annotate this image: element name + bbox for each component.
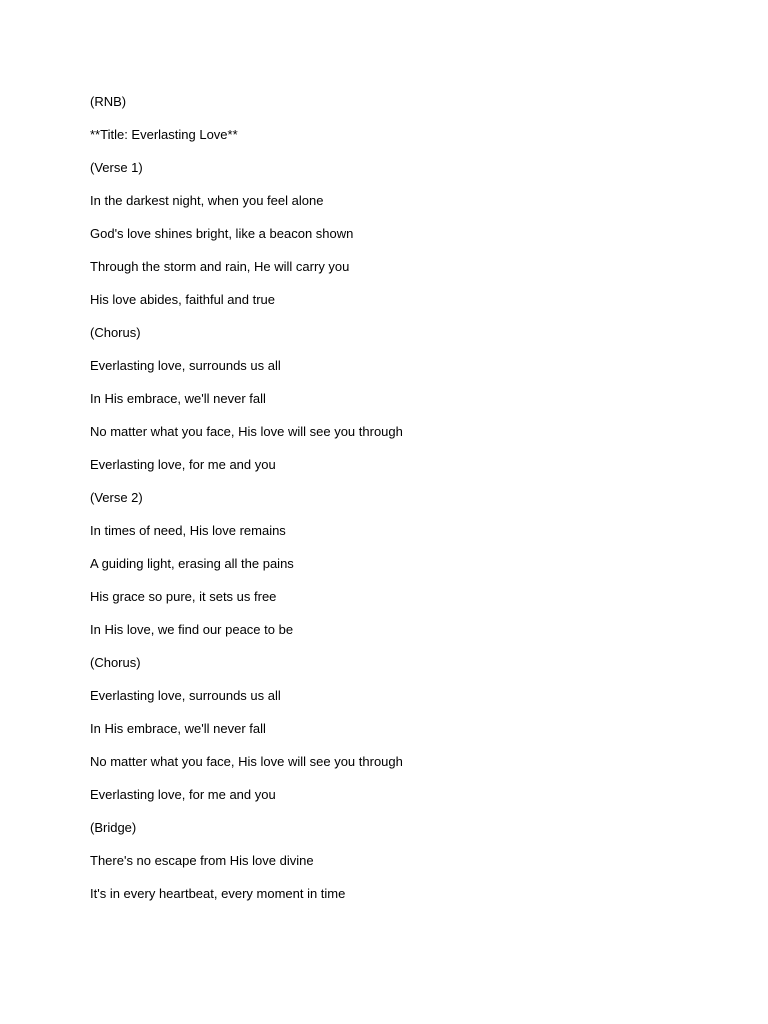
lyric-line: Everlasting love, surrounds us all xyxy=(90,358,281,373)
lyric-line: Everlasting love, for me and you xyxy=(90,787,276,802)
section-heading-bridge: (Bridge) xyxy=(90,820,137,835)
lyric-line: In His embrace, we'll never fall xyxy=(90,391,266,406)
lyrics-text-block xyxy=(90,94,403,919)
song-title: **Title: Everlasting Love** xyxy=(90,127,238,142)
lyric-line: There's no escape from His love divine xyxy=(90,853,314,868)
lyric-line: It's in every heartbeat, every moment in time xyxy=(90,886,346,901)
section-heading-chorus: (Chorus) xyxy=(90,325,141,340)
genre-label: (RNB) xyxy=(90,94,127,109)
lyric-line: Everlasting love, for me and you xyxy=(90,457,276,472)
lyric-line: Everlasting love, surrounds us all xyxy=(90,688,281,703)
section-heading-verse-1: (Verse 1) xyxy=(90,160,143,175)
lyric-line: In His love, we find our peace to be xyxy=(90,622,294,637)
lyric-line: No matter what you face, His love will see you through xyxy=(90,424,403,439)
lyric-line: His love abides, faithful and true xyxy=(90,292,275,307)
lyric-line: God's love shines bright, like a beacon shown xyxy=(90,226,354,241)
lyric-line: In His embrace, we'll never fall xyxy=(90,721,266,736)
section-heading-verse-2: (Verse 2) xyxy=(90,490,143,505)
lyric-line: Through the storm and rain, He will carry you xyxy=(90,259,350,274)
section-heading-chorus: (Chorus) xyxy=(90,655,141,670)
lyric-line: In the darkest night, when you feel alone xyxy=(90,193,324,208)
lyric-line: A guiding light, erasing all the pains xyxy=(90,556,294,571)
lyric-line: In times of need, His love remains xyxy=(90,523,286,538)
lyric-line: No matter what you face, His love will see you through xyxy=(90,754,403,769)
lyric-line: His grace so pure, it sets us free xyxy=(90,589,277,604)
